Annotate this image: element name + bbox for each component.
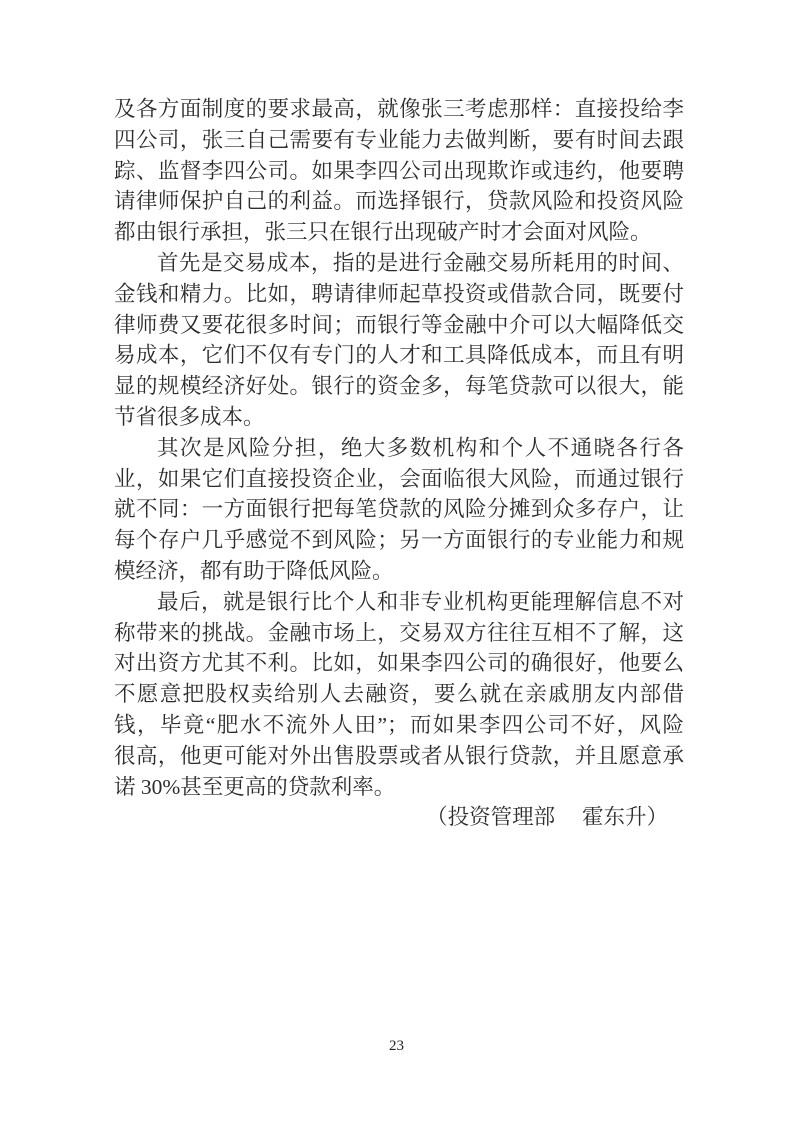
text-line: 很高，他更可能对外出售股票或者从银行贷款，并且愿意承 bbox=[114, 743, 684, 768]
text-line: 及各方面制度的要求最高，就像张三考虑那样：直接投给李 bbox=[114, 97, 684, 121]
text-line: 四公司，张三自己需要有专业能力去做判断，要有时间去跟 bbox=[114, 127, 684, 152]
text-line: 踪、监督李四公司。如果李四公司出现欺诈或违约，他要聘 bbox=[114, 158, 684, 183]
text-line: 易成本，它们不仅有专门的人才和工具降低成本，而且有明 bbox=[114, 343, 684, 368]
text-line: 显的规模经济好处。银行的资金多，每笔贷款可以很大，能 bbox=[114, 374, 684, 399]
text-line: 律师费又要花很多时间；而银行等金融中介可以大幅降低交 bbox=[114, 312, 684, 337]
paragraph bbox=[114, 587, 684, 803]
text-line: 诺 30%甚至更高的贷款利率。 bbox=[114, 774, 396, 799]
text-line: 业，如果它们直接投资企业，会面临很大风险，而通过银行 bbox=[114, 466, 684, 491]
text-line: 金钱和精力。比如，聘请律师起草投资或借款合同，既要付 bbox=[114, 281, 684, 306]
text-line: 其次是风险分担，绝大多数机构和个人不通晓各行各 bbox=[157, 435, 684, 460]
text-line: 最后，就是银行比个人和非专业机构更能理解信息不对 bbox=[157, 589, 684, 614]
text-line: 每个存户几乎感觉不到风险；另一方面银行的专业能力和规 bbox=[114, 528, 684, 553]
paragraph bbox=[114, 433, 684, 587]
paragraph bbox=[114, 248, 684, 433]
paragraph-container bbox=[114, 94, 684, 802]
text-line: 首先是交易成本，指的是进行金融交易所耗用的时间、 bbox=[157, 250, 684, 275]
text-line: 对出资方尤其不利。比如，如果李四公司的确很好，他要么 bbox=[114, 651, 684, 676]
attribution-line: （投资管理部 霍东升） bbox=[426, 805, 668, 830]
text-line: 不愿意把股权卖给别人去融资，要么就在亲戚朋友内部借 bbox=[114, 682, 684, 707]
paragraph bbox=[114, 94, 684, 248]
text-line: 称带来的挑战。金融市场上，交易双方往往互相不了解，这 bbox=[114, 620, 684, 645]
text-line: 节省很多成本。 bbox=[114, 404, 265, 429]
text-line: 都由银行承担，张三只在银行出现破产时才会面对风险。 bbox=[114, 220, 652, 245]
text-line: 钱，毕竟“肥水不流外人田”；而如果李四公司不好，风险 bbox=[114, 712, 684, 737]
page-number: 23 bbox=[389, 1038, 404, 1054]
text-line: 模经济，都有助于降低风险。 bbox=[114, 558, 394, 583]
text-line: 请律师保护自己的利益。而选择银行，贷款风险和投资风险 bbox=[114, 189, 684, 214]
body-text bbox=[114, 94, 684, 833]
text-line: 就不同：一方面银行把每笔贷款的风险分摊到众多存户，让 bbox=[114, 497, 684, 522]
